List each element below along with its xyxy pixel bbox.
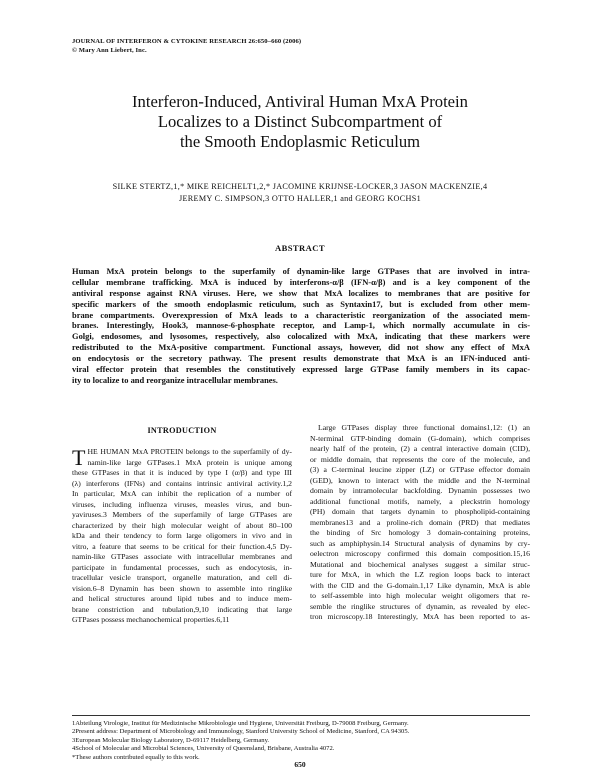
footnote: 4School of Molecular and Microbial Sciences, University of Queensland, Brisbane, Australia 4072. bbox=[72, 745, 335, 753]
body-line: GTPases possess mechanochemical properties.6,11 bbox=[72, 615, 230, 624]
author-list bbox=[40, 181, 560, 205]
body-line: and helical structures around lipid tubes and to induce mem- bbox=[72, 594, 292, 603]
body-line: to self-assemble into high molecular weight oligomers that re- bbox=[310, 591, 530, 600]
title-line-3: the Smooth Endoplasmic Reticulum bbox=[179, 132, 421, 151]
journal-header bbox=[72, 37, 301, 55]
authors-line-1: SILKE STERTZ,1,* MIKE REICHELT1,2,* JACOMINE KRIJNSE-LOCKER,3 JASON MACKENZIE,4 bbox=[112, 182, 488, 191]
body-line: membranes13 and a proline-rich domain (PRD) that mediates bbox=[310, 517, 530, 527]
footnote: 1Abteilung Virologie, Institut für Medizinische Mikrobiologie und Hygiene, Universität Freiburg, D-79008 Freiburg, Germany. bbox=[72, 720, 409, 727]
journal-copyright: © Mary Ann Liebert, Inc. bbox=[72, 47, 147, 54]
journal-citation: JOURNAL OF INTERFERON & CYTOKINE RESEARCH 26:650–660 (2006) bbox=[72, 38, 302, 45]
abstract-line: Golgi, endosomes, and lysosomes, respectively, also colocalized with MxA, indicating that these markers were bbox=[72, 331, 530, 342]
body-line: namin-like large GTPases.1 MxA protein is unique among bbox=[87, 457, 292, 467]
body-line: brane constriction and tubulation,9,10 indicating that large bbox=[72, 604, 292, 614]
body-line: Mutational and biochemical analyses suggest a similar struc- bbox=[310, 559, 530, 569]
body-column-left bbox=[72, 447, 292, 626]
abstract-line: redistributed to the MxA-positive compartment. Functional assays, however, did not show any effect of MxA bbox=[72, 342, 530, 353]
body-line: these GTPases in that it is induced by type I (α/β) and type III bbox=[72, 468, 292, 477]
body-line: semble the ringlike structures of dynamin, as revealed by elec- bbox=[310, 601, 530, 611]
body-line: domain by intramolecular backfolding. Dynamin possesses two bbox=[310, 486, 530, 495]
body-line: N-terminal GTP-binding domain (G-domain), which comprises bbox=[310, 433, 530, 443]
body-line: (PH) domain that targets dynamin to phospholipid-containing bbox=[310, 507, 530, 516]
body-line: the binding of Src homology 3 domain-containing proteins, bbox=[310, 528, 530, 537]
abstract-line: specific markers of the smooth endoplasmic reticulum, such as Syntaxin17, but is excluded from other mem- bbox=[72, 298, 530, 309]
body-line-text: HE HUMAN MxA PROTEIN belongs to the superfamily of dy- bbox=[87, 447, 292, 456]
footnote: *These authors contributed equally to this work. bbox=[72, 753, 200, 761]
abstract-line: Human MxA protein belongs to the superfamily of dynamin-like large GTPases that are involved in intra- bbox=[72, 266, 530, 276]
body-line: tron microscopy.18 Interestingly, MxA has been reported to as- bbox=[310, 612, 530, 621]
footnotes bbox=[72, 720, 530, 762]
footnote-divider bbox=[72, 715, 530, 716]
body-line: (λ) interferons (IFNs) and contains intrinsic antiviral activity.1,2 bbox=[72, 478, 292, 488]
page-number: 650 bbox=[294, 760, 306, 769]
body-line: yaviruses.3 Members of the superfamily of large GTPases are bbox=[72, 510, 292, 519]
body-line: kDa and their tendency to form large oligomers in vivo and in bbox=[72, 531, 292, 540]
body-line: or middle domain, that represents the core of the molecule, and bbox=[310, 454, 530, 464]
body-line: In particular, MxA can inhibit the replication of a number of bbox=[72, 489, 292, 498]
body-line: tracellular vesicle transport, organelle maturation, and cell di- bbox=[72, 573, 292, 582]
abstract-line: on endocytosis or the secretory pathway. The present results demonstrate that MxA is an IFN-induced anti- bbox=[72, 353, 530, 364]
abstract-heading: ABSTRACT bbox=[275, 243, 325, 253]
abstract-line: viral effector protein that resembles the constitutively expressed large GTPase family members in its capac- bbox=[72, 364, 530, 375]
body-line: additional functional motifs, namely, a pleckstrin homology bbox=[310, 496, 530, 506]
body-line: (3) a C-terminal leucine zipper (LZ) or GTPase effector domain bbox=[310, 465, 530, 474]
body-column-right bbox=[310, 423, 530, 623]
body-line: with the CID and the G-domain.1,17 Like dynamin, MxA is able bbox=[310, 580, 530, 590]
introduction-heading: INTRODUCTION bbox=[147, 426, 217, 435]
paper-title bbox=[40, 92, 560, 152]
drop-cap: T bbox=[72, 445, 86, 470]
body-line: viruses, including influenza viruses, measles virus, and bun- bbox=[72, 499, 292, 509]
body-line: nearly half of the protein, (2) a central interactive domain (CID), bbox=[310, 444, 530, 453]
body-line: such as amphiphysin.14 Structural analysis of dynamins by cry- bbox=[310, 538, 530, 548]
title-line-1: Interferon-Induced, Antiviral Human MxA Protein bbox=[132, 92, 468, 111]
body-line: Large GTPases display three functional domains1,12: (1) an bbox=[318, 423, 530, 432]
authors-line-2: JEREMY C. SIMPSON,3 OTTO HALLER,1 and GEORG KOCHS1 bbox=[179, 194, 421, 203]
body-line: ture for MxA, in which the LZ region loops back to interact bbox=[310, 570, 530, 579]
body-line: namin-like GTPases associate with intracellular membranes and bbox=[72, 552, 292, 561]
abstract-body bbox=[72, 266, 530, 386]
abstract-line: antiviral response against RNA viruses. Here, we show that MxA localizes to membranes that are positive for bbox=[72, 287, 530, 298]
abstract-line: brane compartments. Overexpression of MxA leads to a characteristic reorganization of the associated mem- bbox=[72, 309, 530, 320]
footnote: 2Present address: Department of Microbiology and Immunology, Stanford University School of Medicine, Stanford, CA 94305. bbox=[72, 728, 410, 736]
body-line: oelectron microscopy confirmed this domain composition.15,16 bbox=[310, 549, 530, 558]
title-line-2: Localizes to a Distinct Subcompartment of bbox=[157, 112, 443, 131]
body-line: vitro, a feature that seems to be critical for their function.4,5 Dy- bbox=[72, 541, 292, 551]
body-line: (GED), known to interact with the middle and the N-terminal bbox=[310, 475, 530, 485]
abstract-line: cellular membrane trafficking. MxA is induced by interferons-α/β (IFN-α/β) and is a key component of the bbox=[72, 276, 530, 287]
body-line: participate in fundamental processes, such as endocytosis, in- bbox=[72, 562, 292, 572]
abstract-line: branes. Interestingly, Hook3, mannose-6-phosphate receptor, and Lamp-1, which normally accumulate in cis- bbox=[72, 320, 530, 331]
body-line: characterized by their high molecular weight of about 80–100 bbox=[72, 520, 292, 530]
abstract-line: ity to localize to and reorganize intracellular membranes. bbox=[72, 374, 278, 385]
footnote: 3European Molecular Biology Laboratory, D-69117 Heidelberg, Germany. bbox=[72, 736, 270, 744]
body-line: vision.6–8 Dynamin has been shown to assemble into ringlike bbox=[72, 583, 292, 593]
